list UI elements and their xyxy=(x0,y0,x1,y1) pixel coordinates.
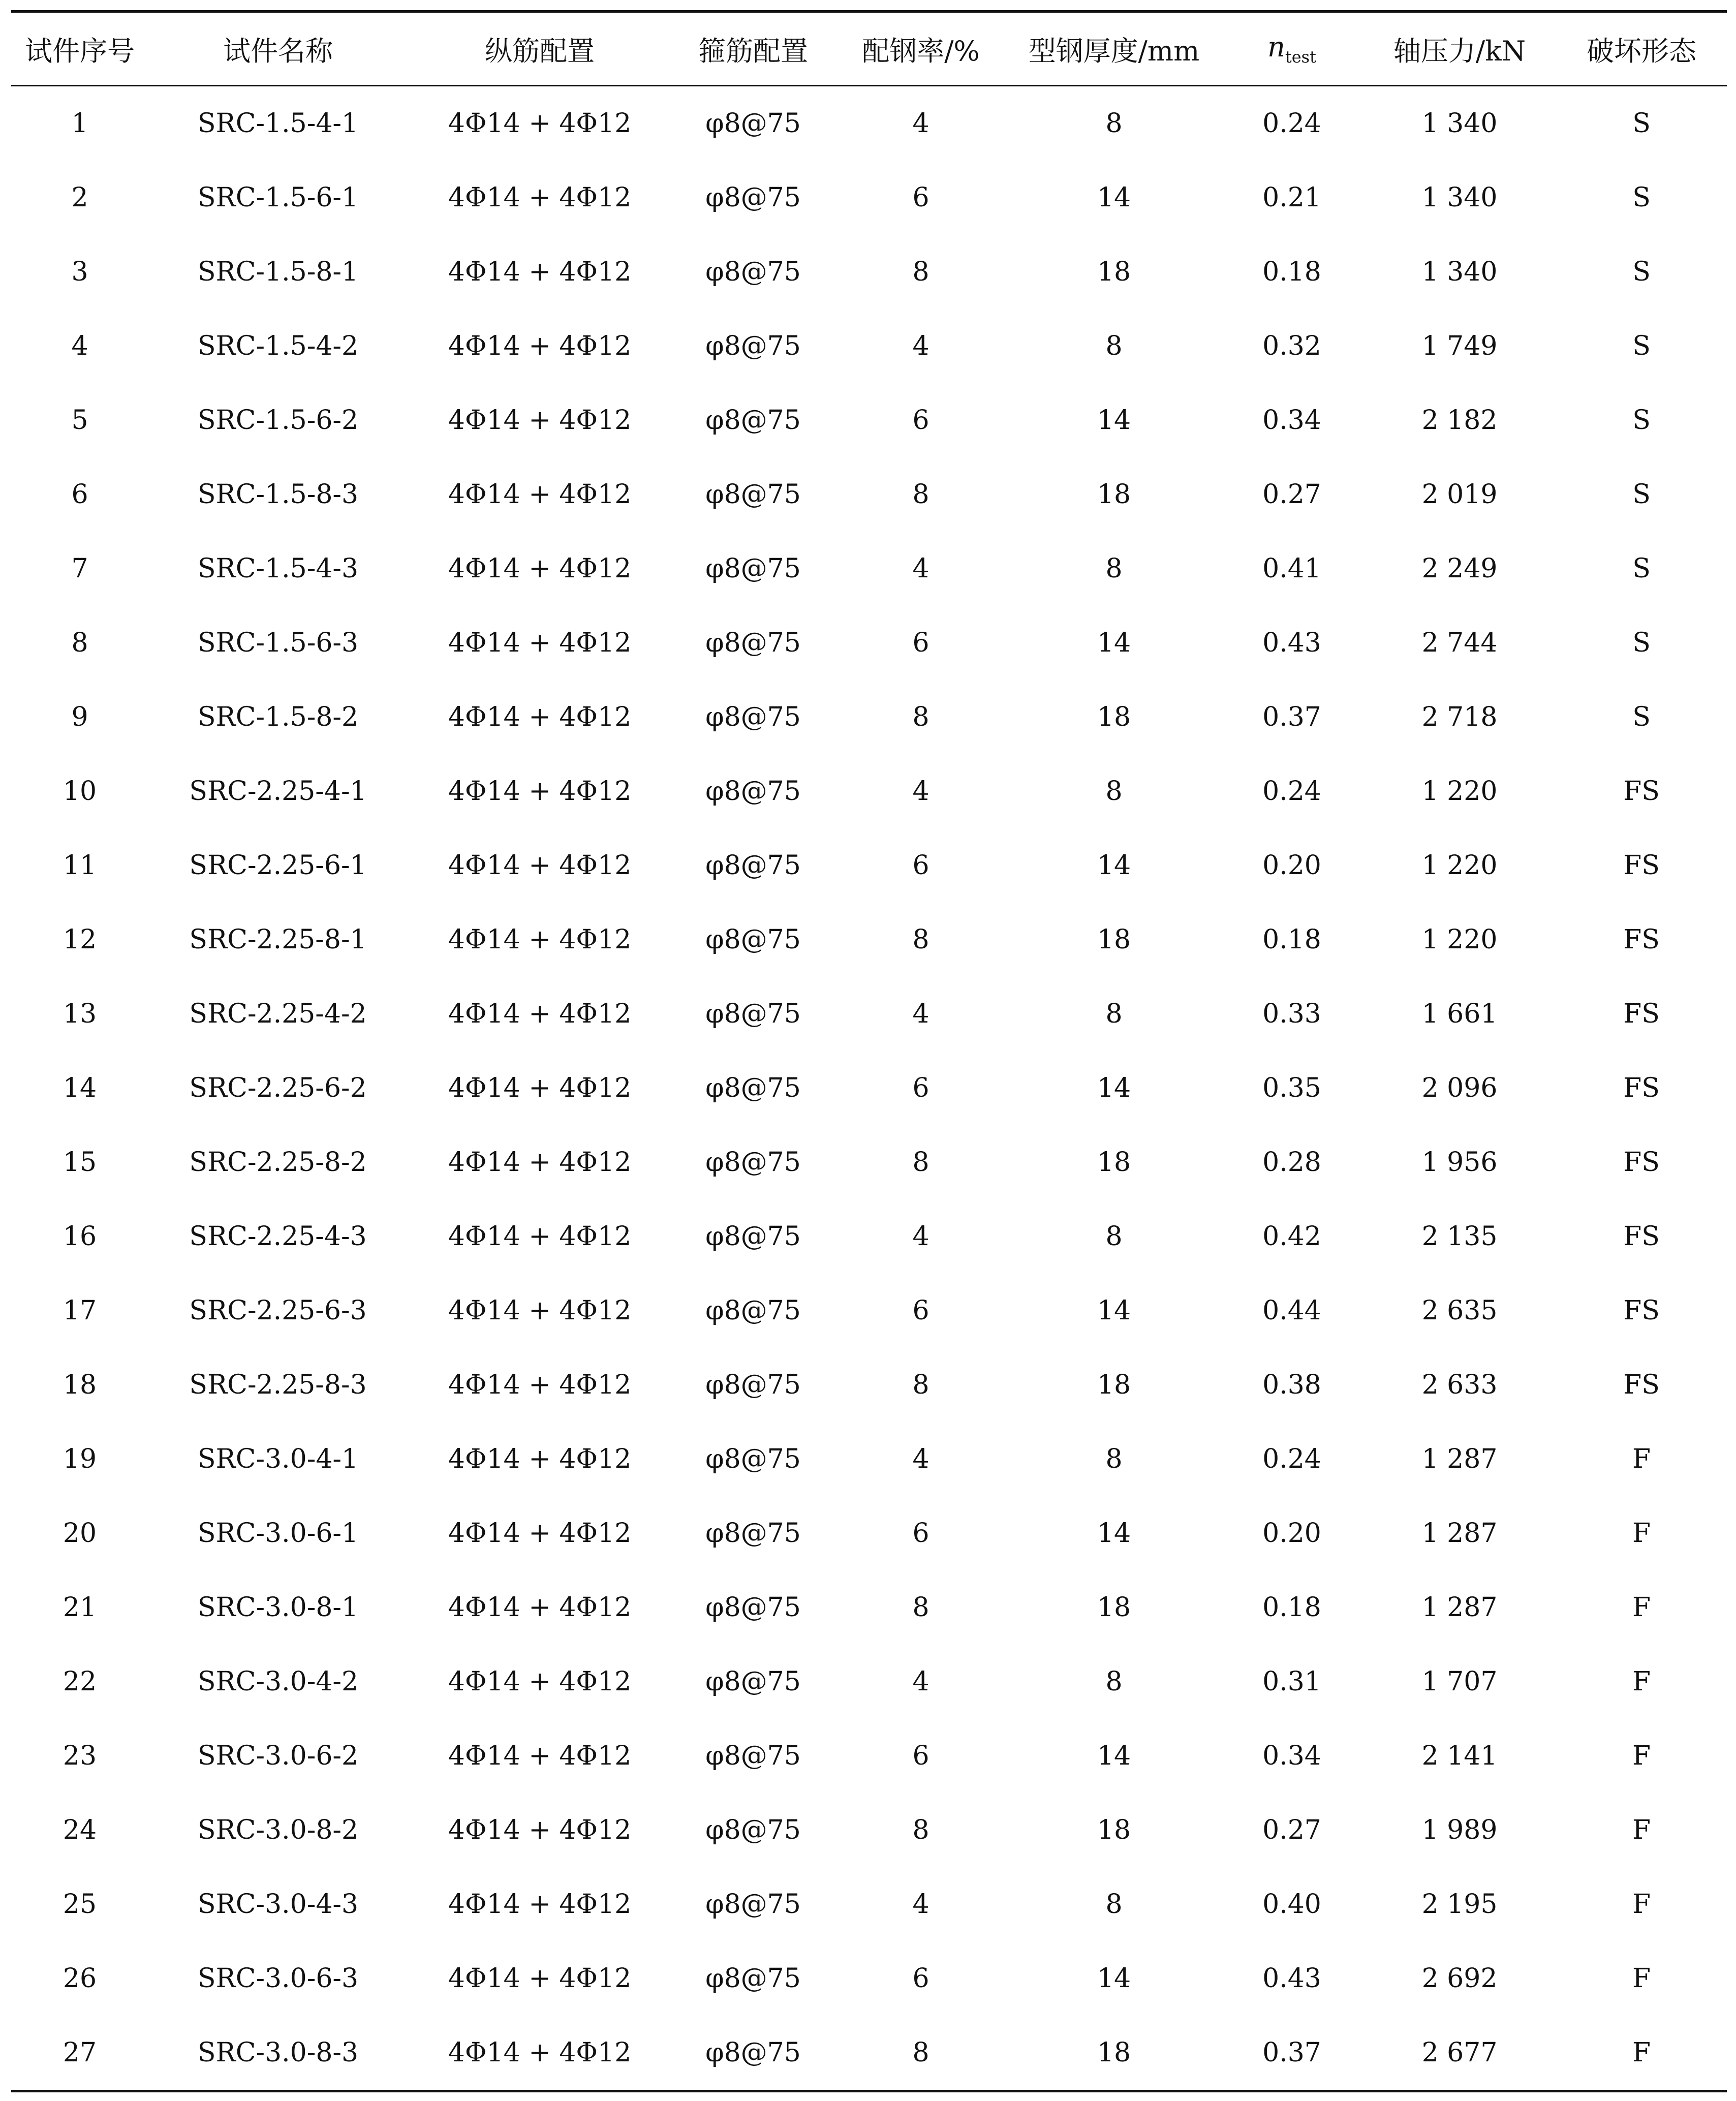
cell-stirrup: φ8@75 xyxy=(705,405,801,436)
cell-axial-force: 1 220 xyxy=(1421,850,1498,881)
cell-stirrup: φ8@75 xyxy=(705,108,801,139)
cell-failure-mode: FS xyxy=(1623,1147,1660,1178)
cell-long-bar: 4Φ14 + 4Φ12 xyxy=(448,2037,632,2068)
cell-failure-mode: FS xyxy=(1623,1370,1660,1400)
cell-steel-ratio: 4 xyxy=(912,331,929,361)
cell-name: SRC-2.25-4-2 xyxy=(189,999,367,1029)
cell-name: SRC-1.5-6-3 xyxy=(197,628,359,658)
cell-stirrup: φ8@75 xyxy=(705,1741,801,1771)
table-row xyxy=(11,1570,1727,1645)
cell-axial-force: 2 096 xyxy=(1421,1073,1498,1103)
cell-name: SRC-3.0-6-2 xyxy=(197,1741,359,1771)
cell-n-test: 0.27 xyxy=(1262,1815,1321,1845)
cell-n-test: 0.43 xyxy=(1262,1963,1321,1994)
cell-stirrup: φ8@75 xyxy=(705,1221,801,1252)
cell-axial-force: 2 249 xyxy=(1421,553,1498,584)
cell-steel-thickness: 8 xyxy=(1105,1444,1123,1474)
cell-steel-ratio: 6 xyxy=(912,405,929,436)
table-row xyxy=(11,828,1727,903)
cell-axial-force: 2 182 xyxy=(1421,405,1498,436)
cell-name: SRC-1.5-8-1 xyxy=(197,257,359,287)
cell-failure-mode: FS xyxy=(1623,924,1660,955)
cell-steel-ratio: 6 xyxy=(912,1518,929,1549)
cell-index: 3 xyxy=(71,257,88,287)
table-row xyxy=(11,1125,1727,1199)
header-steel-thickness: 型钢厚度/mm xyxy=(1028,35,1200,67)
cell-axial-force: 1 340 xyxy=(1421,257,1498,287)
cell-n-test: 0.20 xyxy=(1262,850,1321,881)
table-row xyxy=(11,1274,1727,1348)
cell-steel-ratio: 6 xyxy=(912,850,929,881)
cell-long-bar: 4Φ14 + 4Φ12 xyxy=(448,1889,632,1920)
cell-long-bar: 4Φ14 + 4Φ12 xyxy=(448,1592,632,1623)
cell-name: SRC-2.25-8-1 xyxy=(189,924,367,955)
cell-steel-thickness: 8 xyxy=(1105,776,1123,807)
cell-axial-force: 1 707 xyxy=(1421,1666,1498,1697)
cell-steel-ratio: 8 xyxy=(912,924,929,955)
table-row xyxy=(11,754,1727,828)
cell-long-bar: 4Φ14 + 4Φ12 xyxy=(448,702,632,732)
cell-long-bar: 4Φ14 + 4Φ12 xyxy=(448,999,632,1029)
cell-axial-force: 1 287 xyxy=(1421,1592,1498,1623)
cell-failure-mode: FS xyxy=(1623,999,1660,1029)
cell-failure-mode: F xyxy=(1632,1963,1651,1994)
cell-steel-thickness: 8 xyxy=(1105,553,1123,584)
cell-index: 18 xyxy=(63,1370,97,1400)
cell-name: SRC-3.0-6-3 xyxy=(197,1963,359,1994)
cell-steel-thickness: 18 xyxy=(1097,479,1131,510)
cell-stirrup: φ8@75 xyxy=(705,1592,801,1623)
table-row xyxy=(11,532,1727,606)
header-index: 试件序号 xyxy=(25,35,135,67)
cell-name: SRC-2.25-6-1 xyxy=(189,850,367,881)
table-row xyxy=(11,903,1727,977)
cell-axial-force: 1 749 xyxy=(1421,331,1498,361)
cell-long-bar: 4Φ14 + 4Φ12 xyxy=(448,628,632,658)
cell-index: 8 xyxy=(71,628,88,658)
cell-steel-thickness: 14 xyxy=(1097,182,1131,213)
cell-index: 17 xyxy=(63,1295,97,1326)
table-row xyxy=(11,383,1727,457)
cell-steel-ratio: 4 xyxy=(912,108,929,139)
cell-n-test: 0.38 xyxy=(1262,1370,1321,1400)
cell-n-test: 0.33 xyxy=(1262,999,1321,1029)
cell-axial-force: 2 135 xyxy=(1421,1221,1498,1252)
table-row xyxy=(11,1645,1727,1719)
cell-failure-mode: S xyxy=(1632,331,1651,361)
cell-n-test: 0.24 xyxy=(1262,1444,1321,1474)
cell-failure-mode: FS xyxy=(1623,1073,1660,1103)
table-header xyxy=(11,12,1727,86)
cell-stirrup: φ8@75 xyxy=(705,1147,801,1178)
cell-long-bar: 4Φ14 + 4Φ12 xyxy=(448,553,632,584)
cell-steel-thickness: 18 xyxy=(1097,702,1131,732)
cell-steel-thickness: 14 xyxy=(1097,1295,1131,1326)
cell-long-bar: 4Φ14 + 4Φ12 xyxy=(448,479,632,510)
cell-stirrup: φ8@75 xyxy=(705,702,801,732)
cell-index: 23 xyxy=(63,1741,97,1771)
table-row xyxy=(11,1422,1727,1496)
cell-steel-thickness: 18 xyxy=(1097,1592,1131,1623)
cell-name: SRC-3.0-4-3 xyxy=(197,1889,359,1920)
cell-steel-ratio: 4 xyxy=(912,776,929,807)
cell-long-bar: 4Φ14 + 4Φ12 xyxy=(448,1444,632,1474)
cell-n-test: 0.43 xyxy=(1262,628,1321,658)
cell-index: 25 xyxy=(63,1889,97,1920)
cell-name: SRC-2.25-4-3 xyxy=(189,1221,367,1252)
cell-stirrup: φ8@75 xyxy=(705,479,801,510)
cell-failure-mode: F xyxy=(1632,1592,1651,1623)
cell-failure-mode: F xyxy=(1632,1518,1651,1549)
cell-steel-thickness: 14 xyxy=(1097,628,1131,658)
cell-failure-mode: F xyxy=(1632,1815,1651,1845)
header-failure-mode: 破坏形态 xyxy=(1587,35,1696,67)
cell-failure-mode: F xyxy=(1632,1444,1651,1474)
cell-name: SRC-1.5-8-3 xyxy=(197,479,359,510)
cell-failure-mode: S xyxy=(1632,257,1651,287)
cell-n-test: 0.40 xyxy=(1262,1889,1321,1920)
cell-stirrup: φ8@75 xyxy=(705,1370,801,1400)
cell-n-test: 0.18 xyxy=(1262,257,1321,287)
cell-index: 7 xyxy=(71,553,88,584)
cell-failure-mode: S xyxy=(1632,553,1651,584)
cell-n-test: 0.42 xyxy=(1262,1221,1321,1252)
cell-n-test: 0.37 xyxy=(1262,702,1321,732)
cell-n-test: 0.34 xyxy=(1262,405,1321,436)
cell-stirrup: φ8@75 xyxy=(705,1666,801,1697)
cell-steel-thickness: 18 xyxy=(1097,257,1131,287)
cell-stirrup: φ8@75 xyxy=(705,331,801,361)
cell-n-test: 0.18 xyxy=(1262,924,1321,955)
cell-failure-mode: S xyxy=(1632,182,1651,213)
table-row xyxy=(11,161,1727,235)
cell-stirrup: φ8@75 xyxy=(705,1518,801,1549)
cell-long-bar: 4Φ14 + 4Φ12 xyxy=(448,1518,632,1549)
header-row xyxy=(11,12,1727,86)
cell-long-bar: 4Φ14 + 4Φ12 xyxy=(448,1073,632,1103)
cell-steel-thickness: 14 xyxy=(1097,1963,1131,1994)
cell-steel-ratio: 8 xyxy=(912,702,929,732)
cell-long-bar: 4Φ14 + 4Φ12 xyxy=(448,1666,632,1697)
cell-name: SRC-3.0-8-2 xyxy=(197,1815,359,1845)
cell-n-test: 0.21 xyxy=(1262,182,1321,213)
cell-stirrup: φ8@75 xyxy=(705,1073,801,1103)
cell-name: SRC-1.5-6-2 xyxy=(197,405,359,436)
cell-name: SRC-2.25-6-2 xyxy=(189,1073,367,1103)
cell-stirrup: φ8@75 xyxy=(705,1295,801,1326)
cell-steel-ratio: 4 xyxy=(912,553,929,584)
cell-failure-mode: S xyxy=(1632,628,1651,658)
cell-axial-force: 2 692 xyxy=(1421,1963,1498,1994)
cell-axial-force: 1 220 xyxy=(1421,924,1498,955)
cell-steel-ratio: 6 xyxy=(912,1295,929,1326)
cell-axial-force: 1 287 xyxy=(1421,1444,1498,1474)
cell-failure-mode: F xyxy=(1632,2037,1651,2068)
cell-steel-thickness: 14 xyxy=(1097,1741,1131,1771)
cell-name: SRC-3.0-6-1 xyxy=(197,1518,359,1549)
cell-index: 26 xyxy=(63,1963,97,1994)
header-n-test-main: n xyxy=(1267,31,1285,64)
cell-stirrup: φ8@75 xyxy=(705,776,801,807)
cell-steel-thickness: 14 xyxy=(1097,1518,1131,1549)
cell-name: SRC-3.0-8-3 xyxy=(197,2037,359,2068)
specimen-table-container xyxy=(11,10,1727,2092)
cell-n-test: 0.18 xyxy=(1262,1592,1321,1623)
cell-name: SRC-1.5-4-2 xyxy=(197,331,359,361)
cell-steel-ratio: 6 xyxy=(912,1073,929,1103)
header-stirrup: 箍筋配置 xyxy=(698,35,808,67)
cell-index: 13 xyxy=(63,999,97,1029)
cell-axial-force: 2 744 xyxy=(1421,628,1498,658)
cell-name: SRC-3.0-4-1 xyxy=(197,1444,359,1474)
cell-stirrup: φ8@75 xyxy=(705,999,801,1029)
cell-index: 22 xyxy=(63,1666,97,1697)
cell-name: SRC-3.0-4-2 xyxy=(197,1666,359,1697)
cell-failure-mode: F xyxy=(1632,1889,1651,1920)
cell-index: 27 xyxy=(63,2037,97,2068)
cell-steel-thickness: 18 xyxy=(1097,1815,1131,1845)
cell-steel-ratio: 4 xyxy=(912,999,929,1029)
cell-index: 2 xyxy=(71,182,88,213)
header-steel-ratio: 配钢率/% xyxy=(862,35,980,67)
cell-name: SRC-2.25-6-3 xyxy=(189,1295,367,1326)
cell-axial-force: 1 220 xyxy=(1421,776,1498,807)
cell-long-bar: 4Φ14 + 4Φ12 xyxy=(448,331,632,361)
table-row xyxy=(11,1941,1727,2016)
cell-long-bar: 4Φ14 + 4Φ12 xyxy=(448,850,632,881)
table-row xyxy=(11,606,1727,680)
header-axial-force: 轴压力/kN xyxy=(1393,35,1526,67)
cell-stirrup: φ8@75 xyxy=(705,182,801,213)
cell-index: 1 xyxy=(71,108,88,139)
cell-steel-thickness: 8 xyxy=(1105,999,1123,1029)
cell-index: 4 xyxy=(71,331,88,361)
table-body xyxy=(11,86,1727,2091)
cell-index: 5 xyxy=(71,405,88,436)
cell-steel-ratio: 8 xyxy=(912,257,929,287)
cell-n-test: 0.27 xyxy=(1262,479,1321,510)
cell-name: SRC-1.5-6-1 xyxy=(197,182,359,213)
cell-axial-force: 1 956 xyxy=(1421,1147,1498,1178)
cell-index: 15 xyxy=(63,1147,97,1178)
cell-steel-thickness: 14 xyxy=(1097,405,1131,436)
table-row xyxy=(11,1199,1727,1274)
cell-axial-force: 2 633 xyxy=(1421,1370,1498,1400)
cell-index: 20 xyxy=(63,1518,97,1549)
specimen-table xyxy=(11,10,1727,2092)
cell-index: 11 xyxy=(63,850,97,881)
cell-failure-mode: F xyxy=(1632,1666,1651,1697)
cell-failure-mode: F xyxy=(1632,1741,1651,1771)
cell-index: 21 xyxy=(63,1592,97,1623)
table-row xyxy=(11,680,1727,754)
cell-long-bar: 4Φ14 + 4Φ12 xyxy=(448,1815,632,1845)
table-row xyxy=(11,309,1727,383)
cell-n-test: 0.24 xyxy=(1262,776,1321,807)
cell-index: 14 xyxy=(63,1073,97,1103)
cell-steel-ratio: 8 xyxy=(912,2037,929,2068)
cell-axial-force: 1 340 xyxy=(1421,108,1498,139)
cell-stirrup: φ8@75 xyxy=(705,1444,801,1474)
cell-steel-ratio: 8 xyxy=(912,1592,929,1623)
cell-stirrup: φ8@75 xyxy=(705,1889,801,1920)
cell-long-bar: 4Φ14 + 4Φ12 xyxy=(448,1221,632,1252)
cell-axial-force: 2 195 xyxy=(1421,1889,1498,1920)
cell-long-bar: 4Φ14 + 4Φ12 xyxy=(448,1741,632,1771)
cell-steel-ratio: 4 xyxy=(912,1889,929,1920)
cell-stirrup: φ8@75 xyxy=(705,257,801,287)
cell-steel-ratio: 6 xyxy=(912,1741,929,1771)
cell-steel-thickness: 8 xyxy=(1105,1666,1123,1697)
table-row xyxy=(11,2016,1727,2091)
cell-failure-mode: S xyxy=(1632,405,1651,436)
cell-steel-ratio: 8 xyxy=(912,1370,929,1400)
cell-long-bar: 4Φ14 + 4Φ12 xyxy=(448,182,632,213)
cell-long-bar: 4Φ14 + 4Φ12 xyxy=(448,1370,632,1400)
table-row xyxy=(11,1793,1727,1867)
cell-steel-thickness: 8 xyxy=(1105,108,1123,139)
cell-long-bar: 4Φ14 + 4Φ12 xyxy=(448,776,632,807)
cell-long-bar: 4Φ14 + 4Φ12 xyxy=(448,405,632,436)
cell-stirrup: φ8@75 xyxy=(705,1963,801,1994)
cell-stirrup: φ8@75 xyxy=(705,1815,801,1845)
header-n-test-sub: test xyxy=(1285,47,1316,67)
table-row xyxy=(11,1719,1727,1793)
cell-long-bar: 4Φ14 + 4Φ12 xyxy=(448,108,632,139)
cell-steel-ratio: 6 xyxy=(912,182,929,213)
header-long-bar: 纵筋配置 xyxy=(485,35,595,67)
cell-long-bar: 4Φ14 + 4Φ12 xyxy=(448,1963,632,1994)
cell-index: 6 xyxy=(71,479,88,510)
cell-steel-ratio: 8 xyxy=(912,1815,929,1845)
cell-failure-mode: FS xyxy=(1623,776,1660,807)
cell-stirrup: φ8@75 xyxy=(705,2037,801,2068)
cell-n-test: 0.35 xyxy=(1262,1073,1321,1103)
cell-n-test: 0.37 xyxy=(1262,2037,1321,2068)
cell-failure-mode: S xyxy=(1632,479,1651,510)
table-row xyxy=(11,1348,1727,1422)
cell-steel-ratio: 6 xyxy=(912,1963,929,1994)
cell-name: SRC-2.25-4-1 xyxy=(189,776,367,807)
cell-index: 12 xyxy=(63,924,97,955)
cell-n-test: 0.41 xyxy=(1262,553,1321,584)
cell-name: SRC-1.5-4-3 xyxy=(197,553,359,584)
cell-steel-thickness: 18 xyxy=(1097,1370,1131,1400)
cell-steel-thickness: 8 xyxy=(1105,1221,1123,1252)
cell-stirrup: φ8@75 xyxy=(705,628,801,658)
cell-axial-force: 2 718 xyxy=(1421,702,1498,732)
cell-steel-ratio: 6 xyxy=(912,628,929,658)
table-row xyxy=(11,86,1727,161)
cell-long-bar: 4Φ14 + 4Φ12 xyxy=(448,1147,632,1178)
cell-axial-force: 2 019 xyxy=(1421,479,1498,510)
cell-steel-thickness: 14 xyxy=(1097,1073,1131,1103)
cell-n-test: 0.20 xyxy=(1262,1518,1321,1549)
cell-stirrup: φ8@75 xyxy=(705,850,801,881)
header-n-test xyxy=(1221,12,1363,86)
cell-failure-mode: FS xyxy=(1623,850,1660,881)
cell-steel-thickness: 18 xyxy=(1097,2037,1131,2068)
table-row xyxy=(11,1496,1727,1570)
cell-index: 19 xyxy=(63,1444,97,1474)
cell-steel-ratio: 4 xyxy=(912,1221,929,1252)
cell-index: 10 xyxy=(63,776,97,807)
cell-axial-force: 2 141 xyxy=(1421,1741,1498,1771)
cell-axial-force: 1 340 xyxy=(1421,182,1498,213)
cell-name: SRC-1.5-8-2 xyxy=(197,702,359,732)
cell-failure-mode: FS xyxy=(1623,1295,1660,1326)
cell-n-test: 0.32 xyxy=(1262,331,1321,361)
table-row xyxy=(11,457,1727,532)
cell-stirrup: φ8@75 xyxy=(705,553,801,584)
cell-name: SRC-3.0-8-1 xyxy=(197,1592,359,1623)
cell-name: SRC-1.5-4-1 xyxy=(197,108,359,139)
cell-steel-thickness: 14 xyxy=(1097,850,1131,881)
cell-axial-force: 1 287 xyxy=(1421,1518,1498,1549)
cell-index: 9 xyxy=(71,702,88,732)
table-row xyxy=(11,1051,1727,1125)
cell-steel-ratio: 4 xyxy=(912,1444,929,1474)
cell-steel-ratio: 8 xyxy=(912,479,929,510)
cell-stirrup: φ8@75 xyxy=(705,924,801,955)
cell-axial-force: 1 989 xyxy=(1421,1815,1498,1845)
cell-failure-mode: S xyxy=(1632,108,1651,139)
cell-failure-mode: S xyxy=(1632,702,1651,732)
cell-long-bar: 4Φ14 + 4Φ12 xyxy=(448,257,632,287)
cell-axial-force: 1 661 xyxy=(1421,999,1498,1029)
cell-steel-thickness: 8 xyxy=(1105,1889,1123,1920)
cell-n-test: 0.24 xyxy=(1262,108,1321,139)
cell-long-bar: 4Φ14 + 4Φ12 xyxy=(448,1295,632,1326)
cell-n-test: 0.44 xyxy=(1262,1295,1321,1326)
cell-axial-force: 2 677 xyxy=(1421,2037,1498,2068)
table-row xyxy=(11,1867,1727,1941)
cell-steel-thickness: 18 xyxy=(1097,924,1131,955)
cell-failure-mode: FS xyxy=(1623,1221,1660,1252)
cell-long-bar: 4Φ14 + 4Φ12 xyxy=(448,924,632,955)
cell-n-test: 0.31 xyxy=(1262,1666,1321,1697)
cell-n-test: 0.28 xyxy=(1262,1147,1321,1178)
cell-steel-thickness: 8 xyxy=(1105,331,1123,361)
cell-steel-ratio: 8 xyxy=(912,1147,929,1178)
table-row xyxy=(11,235,1727,309)
cell-name: SRC-2.25-8-3 xyxy=(189,1370,367,1400)
cell-index: 24 xyxy=(63,1815,97,1845)
header-name: 试件名称 xyxy=(223,35,333,67)
cell-steel-ratio: 4 xyxy=(912,1666,929,1697)
cell-index: 16 xyxy=(63,1221,97,1252)
table-row xyxy=(11,977,1727,1051)
cell-name: SRC-2.25-8-2 xyxy=(189,1147,367,1178)
cell-steel-thickness: 18 xyxy=(1097,1147,1131,1178)
cell-n-test: 0.34 xyxy=(1262,1741,1321,1771)
cell-axial-force: 2 635 xyxy=(1421,1295,1498,1326)
